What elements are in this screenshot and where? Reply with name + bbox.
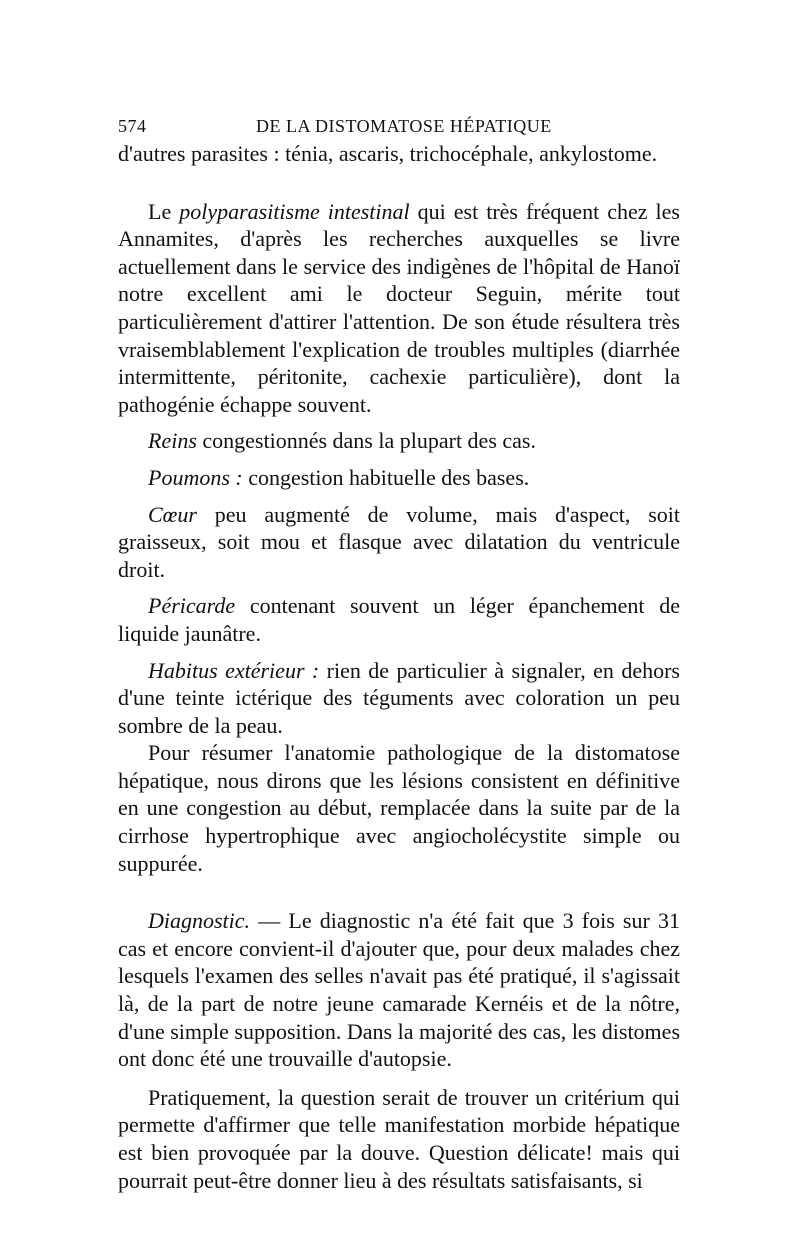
paragraph-reins [118,427,680,455]
body-text [118,140,680,1194]
paragraph-pratiquement: Pratiquement, la question serait de trouver un critérium qui permette d'affirmer que telle manifestation morbide hépatique est bien provoquée par la douve. Question délicate! mais qui pourrait peut-être donner lieu à des résultats satisfaisants, si [118,1084,680,1193]
paragraph-coeur [118,501,680,584]
running-title: DE LA DISTOMATOSE HÉPATIQUE [256,116,552,136]
paragraph-diagnostic [118,907,680,1073]
paragraph-lead: Le [148,198,180,224]
term-diagnostic: Diagnostic. [148,908,251,934]
term-polyparasitisme: polyparasitisme intestinal [179,198,410,224]
term-reins: Reins [148,428,197,454]
paragraph-pericarde [118,592,680,647]
paragraph-habitus [118,657,680,740]
paragraph-polyparasitisme [118,198,680,419]
term-pericarde: Péricarde [148,593,236,619]
paragraph-text: congestionnés dans la plupart des cas. [196,428,536,454]
page-number: 574 [118,116,147,136]
term-coeur: Cœur [148,501,197,527]
book-page [118,110,680,1194]
paragraph-text: rien de particulier à signaler, en dehors d'une teinte ictérique des téguments avec coloration un peu sombre de la peau. [118,657,680,738]
paragraph-text: qui est très fréquent chez les Annamites, d'après les recherches auxquelles se livre actuellement dans le service des indigènes de l'hôpital de Hanoï notre excellent ami le docteur Seguin, mérite tout particulièrement d'attirer l'attention. De son étude résultera très vraisemblablement l'explication de troubles multiples (diarrhée intermittente, péritonite, cachexie particulière), dont la pathogénie échappe souvent. [118,198,680,417]
paragraph-poumons [118,464,680,492]
term-poumons: Poumons : [148,464,243,490]
paragraph-text: — Le diagnostic n'a été fait que 3 fois sur 31 cas et encore convient-il d'ajouter que, pour deux malades chez lesquels l'examen des selles n'avait pas été pratiqué, il s'agissait là, de la part de notre jeune camarade Kernéis et de la nôtre, d'une simple supposition. Dans la majorité des cas, les distomes ont donc été une trouvaille d'autopsie. [118,908,680,1072]
paragraph-parasites: d'autres parasites : ténia, ascaris, trichocéphale, ankylostome. [118,141,658,166]
paragraph-text: congestion habituelle des bases. [242,464,530,490]
term-habitus: Habitus extérieur : [148,657,320,683]
paragraph-resume: Pour résumer l'anatomie pathologique de la distomatose hépatique, nous dirons que les lésions consistent en définitive en une congestion au début, remplacée dans la suite par de la cirrhose hypertrophique avec angiocholécystite simple ou suppurée. [118,740,680,876]
paragraph-text: contenant souvent un léger épanchement de liquide jaunâtre. [118,593,680,646]
page-header [118,110,680,140]
paragraph-text: peu augmenté de volume, mais d'aspect, soit graisseux, soit mou et flasque avec dilatation du ventricule droit. [118,501,680,582]
